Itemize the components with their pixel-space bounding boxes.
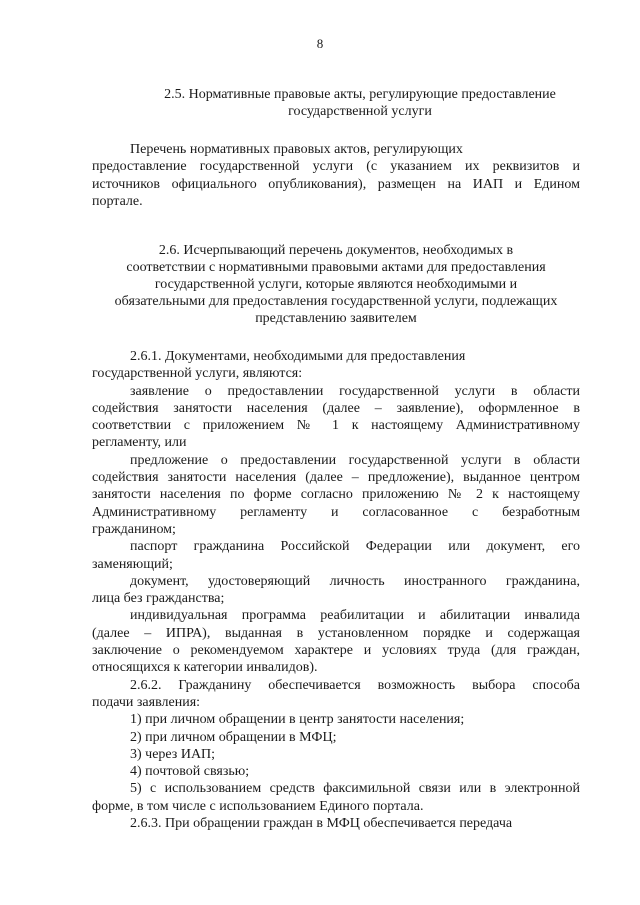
text-line: подачи заявления: <box>92 694 201 710</box>
word: нормативных <box>189 142 270 157</box>
text-line: (далее – ИПРА), выданная в установленном порядке и содержащая <box>92 625 580 641</box>
text-line: лица без гражданства; <box>92 591 225 607</box>
text-line: государственной услуги, являются: <box>92 366 303 382</box>
text-line: 2.6.2. Гражданину обеспечивается возможность выбора способа <box>130 677 580 693</box>
text-line: заменяющий; <box>92 556 173 572</box>
text-line: относящихся к категории инвалидов). <box>92 660 318 676</box>
heading-line: обязательными для предоставления государственной услуги, подлежащих <box>114 294 558 309</box>
heading-line: соответствии с нормативными правовыми актами для предоставления <box>126 260 546 275</box>
word: актов, <box>334 142 370 157</box>
list-item: 4) почтовой связью; <box>130 764 250 780</box>
text-line: занятости населения по форме согласно приложению № 2 к настоящему <box>92 487 580 503</box>
list-item: 1) при личном обращении в центр занятости населения; <box>130 712 465 728</box>
heading-line: 2.6. Исчерпывающий перечень документов, необходимых в <box>158 243 514 258</box>
section-2-6-heading <box>92 242 580 327</box>
word: предоставления <box>370 349 466 364</box>
word: необходимыми <box>253 349 343 364</box>
section-2-5-heading <box>100 86 620 120</box>
list-item: 3) через ИАП; <box>130 746 216 762</box>
heading-line: 2.5. Нормативные правовые акты, регулирующие предоставление <box>164 87 556 102</box>
word: для <box>346 349 368 364</box>
text-line: соответствии с приложением № 1 к настоящему Административному <box>92 418 580 434</box>
page-number: 8 <box>316 36 324 51</box>
text-line: индивидуальная программа реабилитации и абилитации инвалида <box>130 608 580 624</box>
text-line: заявление о предоставлении государственной услуги в области <box>130 383 580 399</box>
text-line: форме, в том числе с использованием Единого портала. <box>92 798 424 814</box>
text-line: источников официального опубликования), размещен на ИАП и Едином <box>92 176 580 192</box>
list-item: 2) при личном обращении в МФЦ; <box>130 729 337 745</box>
text-line: содействия занятости населения (далее – заявление), оформленное в <box>92 400 580 416</box>
text-line: заключение о рекомендуемом характере и условиях труда (для граждан, <box>92 643 580 659</box>
text-line: портале. <box>92 193 143 209</box>
text-line: предоставление государственной услуги (с указанием их реквизитов и <box>92 159 580 175</box>
word: Перечень <box>130 142 187 157</box>
text-line: регламенту, или <box>92 435 187 451</box>
text-line: гражданином; <box>92 521 176 537</box>
text-line: документ, удостоверяющий личность иностранного гражданина, <box>130 573 580 589</box>
word: 2.6.1. <box>130 349 162 364</box>
text-line: содействия занятости населения (далее – предложение), выданное центром <box>92 470 580 486</box>
heading-line: государственной услуги <box>288 104 432 119</box>
section-2-6-body <box>92 348 580 832</box>
heading-line: представлению заявителем <box>255 311 417 326</box>
word: правовых <box>273 142 331 157</box>
justified-line <box>92 141 580 158</box>
text-line: Административному регламенту и согласованное с безработным <box>92 504 580 520</box>
word: регулирующих <box>373 142 463 157</box>
text-line: предложение о предоставлении государственной услуги в области <box>130 452 580 468</box>
list-item: 5) с использованием средств факсимильной связи или в электронной <box>130 781 580 797</box>
text-line: паспорт гражданина Российской Федерации или документ, его <box>130 539 580 555</box>
text-line: 2.6.3. При обращении граждан в МФЦ обеспечивается передача <box>130 816 513 832</box>
justified-line <box>92 348 580 365</box>
section-2-5-body <box>92 141 580 210</box>
heading-line: государственной услуги, которые являются необходимыми и <box>154 277 518 292</box>
word: Документами, <box>165 349 250 364</box>
